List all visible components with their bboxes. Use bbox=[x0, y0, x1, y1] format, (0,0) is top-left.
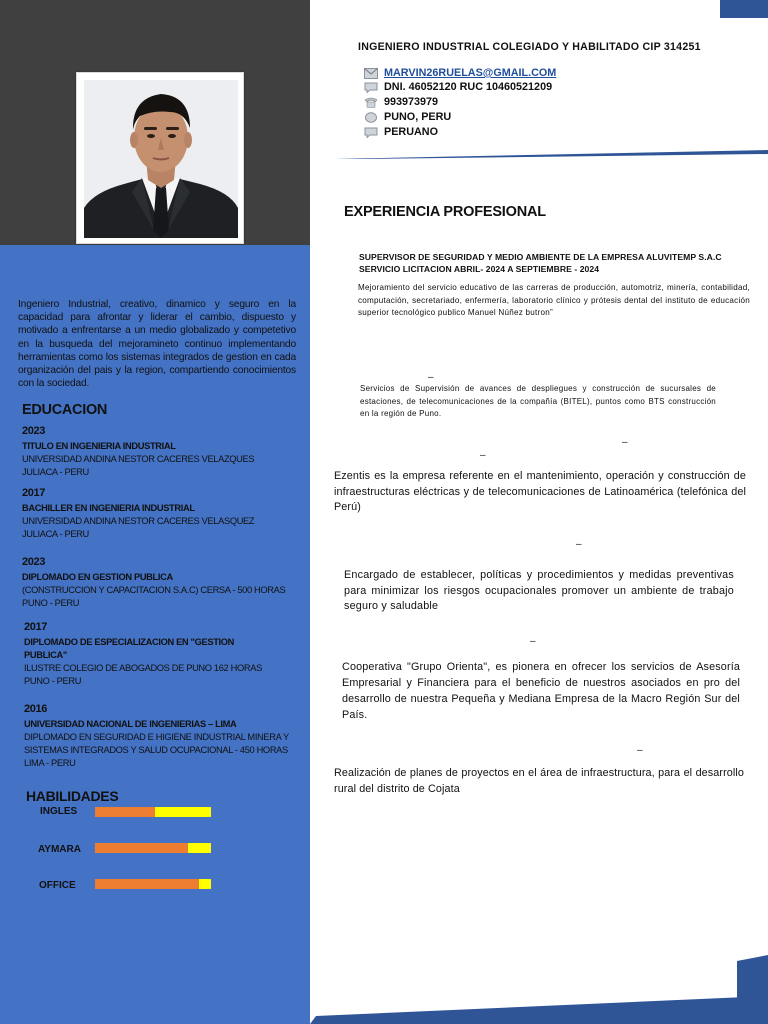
education-location: PUNO - PERU bbox=[24, 676, 82, 686]
phone-text: 993973979 bbox=[384, 96, 439, 108]
skill-label: OFFICE bbox=[39, 880, 76, 891]
experience-paragraph: Realización de planes de proyectos en el área de infraestructura, para el desarrollo rural del distrito de Cojata bbox=[334, 767, 744, 795]
nationality-text: PERUANO bbox=[384, 126, 438, 138]
education-location: JULIACA - PERU bbox=[22, 467, 89, 477]
phone-icon bbox=[364, 97, 378, 108]
location-text: PUNO, PERU bbox=[384, 111, 452, 123]
education-item bbox=[22, 486, 302, 541]
skill-bar bbox=[95, 843, 211, 853]
education-item bbox=[22, 424, 302, 479]
contact-phone-row bbox=[364, 95, 438, 109]
education-year: 2016 bbox=[24, 703, 48, 715]
education-year: 2023 bbox=[22, 556, 46, 568]
experience-paragraph: Mejoramiento del servicio educativo de las carreras de producción, automotriz, minería, contabilidad, computación, secretariado, enfermería, laboratorio clínico y prótesis dental del instituto de educación superior tecnológico publico Manuel Núñez butron” bbox=[358, 283, 750, 318]
chat-bubble-icon bbox=[364, 82, 378, 93]
education-institution: UNIVERSIDAD ANDINA NESTOR CACERES VELASQUEZ bbox=[22, 516, 255, 526]
skills-heading: HABILIDADES bbox=[26, 788, 119, 804]
education-institution: ILUSTRE COLEGIO DE ABOGADOS DE PUNO 162 HORAS bbox=[24, 663, 262, 673]
profile-photo bbox=[84, 80, 238, 238]
education-year: 2017 bbox=[24, 621, 48, 633]
envelope-icon bbox=[364, 68, 378, 79]
separator-dash: – bbox=[480, 450, 486, 461]
contact-id-row bbox=[364, 80, 552, 94]
education-heading: EDUCACION bbox=[22, 402, 108, 418]
education-degree: DIPLOMADO EN GESTION PUBLICA bbox=[22, 572, 173, 582]
education-degree: TITULO EN INGENIERIA INDUSTRIAL bbox=[22, 441, 176, 451]
profile-photo-frame bbox=[76, 72, 244, 244]
separator-dash: – bbox=[530, 636, 536, 647]
job-title: SUPERVISOR DE SEGURIDAD Y MEDIO AMBIENTE DE LA EMPRESA ALUVITEMP S.A.C SERVICIO LICITACION ABRIL- 2024 A SEPTIEMBRE - 2024 bbox=[359, 252, 722, 274]
skill-fill bbox=[95, 807, 155, 817]
top-right-accent bbox=[720, 0, 768, 18]
separator-dash: – bbox=[428, 372, 434, 383]
education-item bbox=[24, 702, 294, 770]
experience-paragraph: Servicios de Supervisión de avances de despliegues y construcción de sucursales de estaciones, de telecomunicaciones de la compañía (BITEL), puntos como BTS construcción en la región de Puno. bbox=[360, 384, 716, 418]
contact-nationality-row bbox=[364, 125, 438, 139]
education-location: JULIACA - PERU bbox=[22, 529, 89, 539]
education-year: 2023 bbox=[22, 425, 46, 437]
separator-dash: – bbox=[576, 539, 582, 550]
headline: INGENIERO INDUSTRIAL COLEGIADO Y HABILITADO CIP 314251 bbox=[358, 41, 701, 53]
skill-fill bbox=[95, 879, 199, 889]
experience-paragraph: Ezentis es la empresa referente en el mantenimiento, operación y construcción de infraestructuras eléctricas y de telecomunicaciones de Latinoamérica (telefónica del Perú) bbox=[334, 470, 746, 513]
education-institution: UNIVERSIDAD ANDINA NESTOR CACERES VELAZQUES bbox=[22, 454, 255, 464]
skill-fill bbox=[95, 843, 188, 853]
email-link[interactable]: MARVIN26RUELAS@GMAIL.COM bbox=[384, 67, 557, 79]
skill-bar bbox=[95, 807, 211, 817]
experience-paragraph: Encargado de establecer, políticas y procedimientos y medidas preventivas para minimizar los riesgos ocupacionales promover un ambiente de trabajo seguro y saludable bbox=[344, 569, 734, 612]
education-year: 2017 bbox=[22, 487, 46, 499]
experience-heading: EXPERIENCIA PROFESIONAL bbox=[344, 204, 546, 220]
header-divider bbox=[334, 150, 768, 159]
education-item bbox=[24, 620, 262, 688]
footer-accent bbox=[737, 955, 768, 1024]
separator-dash: – bbox=[622, 437, 628, 448]
chat-bubble-icon bbox=[364, 127, 378, 138]
experience-paragraph: Cooperativa "Grupo Orienta", es pionera en ofrecer los servicios de Asesoría Empresarial y Financiera para el beneficio de nuestros asociados en pro del desarrollo de nuestra Pequeña y Mediana Empresa de la Macro Región Sur del País. bbox=[342, 661, 740, 721]
education-location: PUNO - PERU bbox=[22, 598, 80, 608]
footer-band bbox=[310, 996, 768, 1024]
skill-bar bbox=[95, 879, 211, 889]
education-degree: BACHILLER EN INGENIERIA INDUSTRIAL bbox=[22, 503, 195, 513]
education-institution: (CONSTRUCCION Y CAPACITACION S.A.C) CERSA - 500 HORAS bbox=[22, 585, 286, 595]
contact-email-row bbox=[364, 66, 556, 80]
profile-summary: Ingeniero Industrial, creativo, dinamico y seguro en la capacidad para afrontar y liderar el cambio, dispuesto y motivado a enfrentarse a un medio globalizado y competetivo en la busqueda del mejoramineto continuo implementando herramientas como los sistemas integrados de gestion en cada organización del pais y la region, compartiendo conocimientos con la sociedad. bbox=[18, 299, 296, 390]
education-institution: DIPLOMADO EN SEGURIDAD E HIGIENE INDUSTRIAL MINERA Y SISTEMAS INTEGRADOS Y SALUD OCUPACIONAL - 450 HORAS bbox=[24, 732, 289, 755]
skill-label: AYMARA bbox=[38, 844, 81, 855]
education-item bbox=[22, 555, 302, 610]
education-degree: DIPLOMADO DE ESPECIALIZACION EN "GESTION PUBLICA" bbox=[24, 637, 234, 660]
education-location: LIMA - PERU bbox=[24, 758, 76, 768]
separator-dash: – bbox=[637, 745, 643, 756]
skill-label: INGLES bbox=[40, 806, 78, 817]
education-degree: UNIVERSIDAD NACIONAL DE INGENIERIAS – LIMA bbox=[24, 719, 237, 729]
dni-ruc-text: DNI. 46052120 RUC 10460521209 bbox=[384, 81, 553, 93]
contact-location-row bbox=[364, 110, 451, 124]
location-icon bbox=[364, 112, 378, 123]
